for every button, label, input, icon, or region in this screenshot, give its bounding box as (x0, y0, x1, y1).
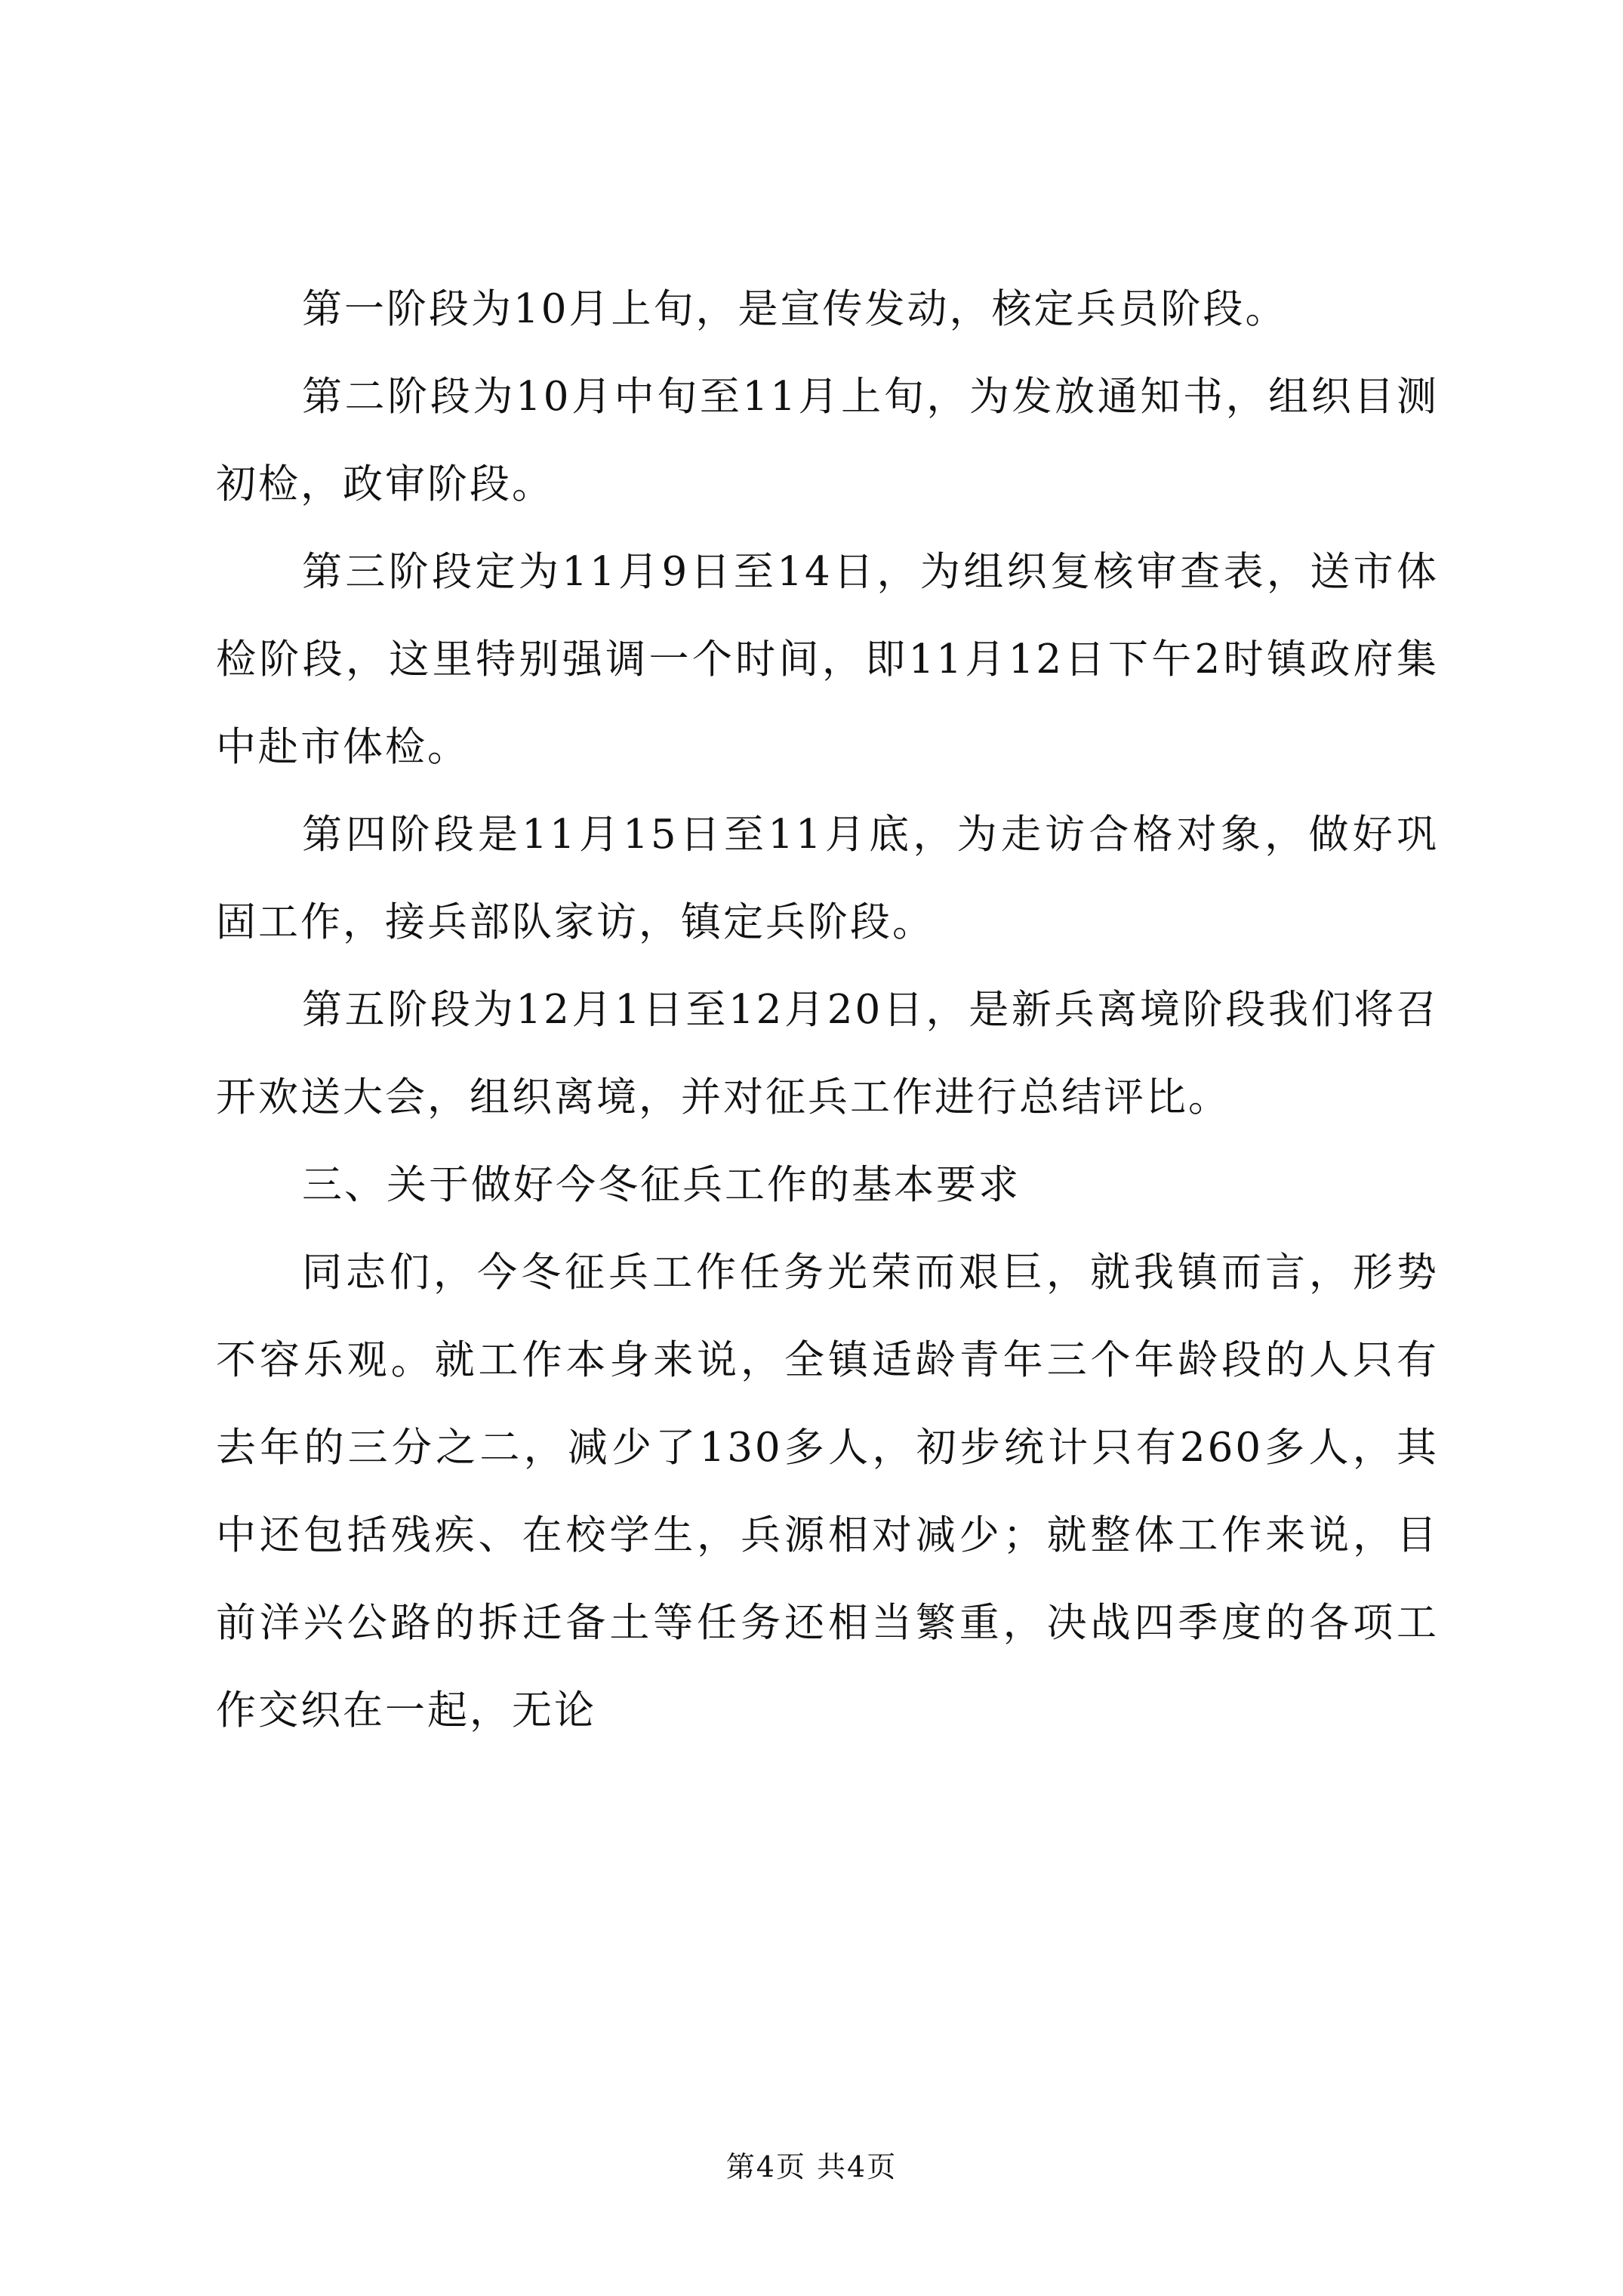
page-footer: 第4页 共4页 (725, 2150, 898, 2184)
document-body (216, 266, 1439, 1755)
paragraph-stage-one: 第一阶段为10月上旬，是宣传发动，核定兵员阶段。 (302, 286, 1288, 332)
paragraph-stage-three: 第三阶段定为11月9日至14日，为组织复核审查表，送市体检阶段，这里特别强调一个时间，即11月12日下午2时镇政府集中赴市体检。 (216, 549, 1439, 770)
paragraph-stage-five: 第五阶段为12月1日至12月20日，是新兵离境阶段我们将召开欢送大会，组织离境，并对征兵工作进行总结评比。 (216, 987, 1439, 1120)
paragraph-situation: 同志们，今冬征兵工作任务光荣而艰巨，就我镇而言，形势不容乐观。就工作本身来说，全镇适龄青年三个年龄段的人只有去年的三分之二，减少了130多人，初步统计只有260多人，其中还包括残疾、在校学生，兵源相对减少；就整体工作来说，目前洋兴公路的拆迁备土等任务还相当繁重，决战四季度的各项工作交织在一起，无论 (216, 1250, 1439, 1734)
paragraph-stage-four: 第四阶段是11月15日至11月底，为走访合格对象，做好巩固工作，接兵部队家访，镇定兵阶段。 (216, 812, 1439, 945)
section-heading-requirements: 三、关于做好今冬征兵工作的基本要求 (302, 1162, 1021, 1208)
paragraph-stage-two: 第二阶段为10月中旬至11月上旬，为发放通知书，组织目测初检，政审阶段。 (216, 374, 1439, 507)
